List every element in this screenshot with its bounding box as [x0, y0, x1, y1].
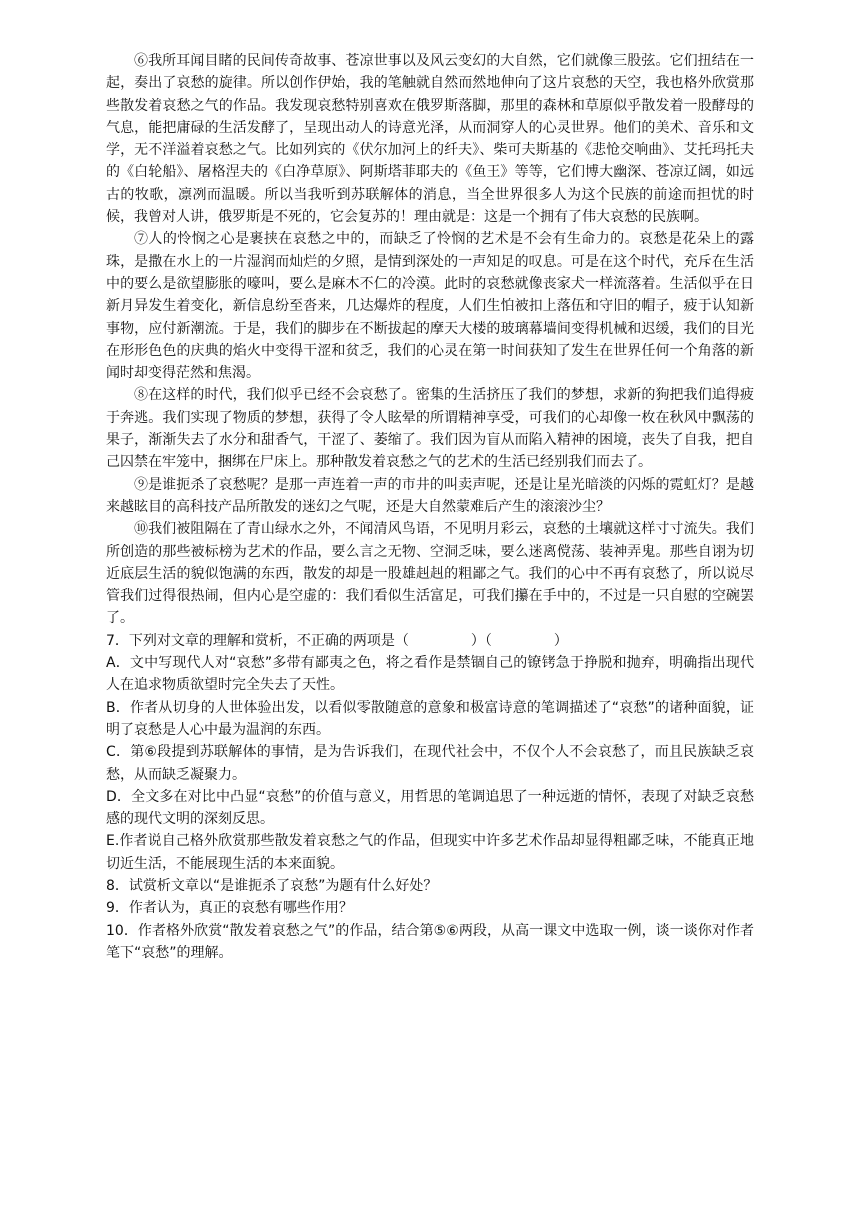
- option-c: C．第⑥段提到苏联解体的事情，是为告诉我们，在现代社会中，不仅个人不会哀愁了，而且民族缺乏哀愁，从而缺乏凝聚力。: [106, 744, 754, 783]
- question-7-mid: ）（: [470, 632, 492, 649]
- option-a: A．文中写现代人对“哀愁”多带有鄙夷之色，将之看作是禁锢自己的镣铐急于挣脱和抛弃，明确指出现代人在追求物质欲望时完全失去了天性。: [106, 655, 754, 694]
- paragraph-9: ⑨是谁扼杀了哀愁呢？是那一声连着一声的市井的叫卖声呢，还是让星光暗淡的闪烁的霓虹灯？是越来越眩目的高科技产品所散发的迷幻之气呢，还是大自然蒙难后产生的滚滚沙尘？: [106, 476, 754, 515]
- question-9: 9．作者认为，真正的哀愁有哪些作用？: [106, 900, 353, 917]
- question-7: [106, 630, 754, 652]
- paragraph-10: ⑩我们被阻隔在了青山绿水之外，不闻清风鸟语，不见明月彩云，哀愁的土壤就这样寸寸流失。我们所创造的那些被标榜为艺术的作品，要么言之无物、空洞乏味，要么迷离傥荡、装神弄鬼。那些自诩为切近底层生活的貌似饱满的东西，散发的却是一股雄赳赳的粗鄙之气。我们的心中不再有哀愁了，所以说尽管我们过得很热闹，但内心是空虚的：我们看似生活富足，可我们攥在手中的，不过是一只自慰的空碗罢了。: [106, 521, 754, 627]
- question-7-prefix: 7．下列对文章的理解和赏析，不正确的两项是（: [106, 632, 409, 649]
- option-b: B．作者从切身的人世体验出发，以看似零散随意的意象和极富诗意的笔调描述了“哀愁”的诸种面貌，证明了哀愁是人心中最为温润的东西。: [106, 699, 754, 738]
- option-d: D．全文多在对比中凸显“哀愁”的价值与意义，用哲思的笔调追思了一种远逝的情怀，表现了对缺乏哀愁感的现代文明的深刻反思。: [106, 788, 754, 828]
- paragraph-8: ⑧在这样的时代，我们似乎已经不会哀愁了。密集的生活挤压了我们的梦想，求新的狗把我们追得疲于奔逃。我们实现了物质的梦想，获得了令人眩晕的所谓精神享受，可我们的心却像一枚在秋风中飘荡的果子，渐渐失去了水分和甜香气，干涩了、萎缩了。我们因为盲从而陷入精神的困境，丧失了自我，把自己囚禁在牢笼中，捆绑在尸床上。那种散发着哀愁之气的艺术的生活已经别我们而去了。: [106, 387, 754, 471]
- option-e: E.作者说自己格外欣赏那些散发着哀愁之气的作品，但现实中许多艺术作品却显得粗鄙乏味，不能真正地切近生活，不能展现生活的本来面貌。: [106, 833, 754, 872]
- question-10: 10．作者格外欣赏“散发着哀愁之气”的作品，结合第⑤⑥两段，从高一课文中选取一例，谈一谈你对作者笔下“哀愁”的理解。: [106, 922, 754, 961]
- paragraph-6: ⑥我所耳闻目睹的民间传奇故事、苍凉世事以及风云变幻的大自然，它们就像三股弦。它们扭结在一起，奏出了哀愁的旋律。所以创作伊始，我的笔触就自然而然地伸向了这片哀愁的天空，我也格外欣赏那些散发着哀愁之气的作品。我发现哀愁特别喜欢在俄罗斯落脚，那里的森林和草原似乎散发着一股酵母的气息，能把庸碌的生活发酵了，呈现出动人的诗意光泽，从而洞穿人的心灵世界。他们的美术、音乐和文学，无不洋溢着哀愁之气。比如列宾的《伏尔加河上的纤夫》、柴可夫斯基的《悲怆交响曲》、艾托玛托夫的《白轮船》、屠格涅夫的《白净草原》、阿斯塔菲耶夫的《鱼王》等等，它们博大幽深、苍凉辽阔，如远古的牧歌，凛冽而温暖。所以当我听到苏联解体的消息，当全世界很多人为这个民族的前途而担忧的时候，我曾对人讲，俄罗斯是不死的，它会复苏的！理由就是：这是一个拥有了伟大哀愁的民族啊。: [106, 53, 754, 226]
- question-8: 8．试赏析文章以“是谁扼杀了哀愁”为题有什么好处？: [106, 877, 438, 894]
- question-7-suffix: ）: [553, 632, 568, 649]
- paragraph-7: ⑦人的怜悯之心是裹挟在哀愁之中的，而缺乏了怜悯的艺术是不会有生命力的。哀愁是花朵上的露珠，是撒在水上的一片湿润而灿烂的夕照，是情到深处的一声知足的叹息。可是在这个时代，充斥在生活中的要么是欲望膨胀的嚎叫，要么是麻木不仁的冷漠。此时的哀愁就像丧家犬一样流落着。生活似乎在日新月异发生着变化，新信息纷至沓来，几达爆炸的程度，人们生怕被扣上落伍和守旧的帽子，疲于认知新事物，应付新潮流。于是，我们的脚步在不断拔起的摩天大楼的玻璃幕墙间变得机械和迟缓，我们的目光在形形色色的庆典的焰火中变得干涩和贫乏，我们的心灵在第一时间获知了发生在世界任何一个角落的新闻时却变得茫然和焦渴。: [106, 231, 754, 382]
